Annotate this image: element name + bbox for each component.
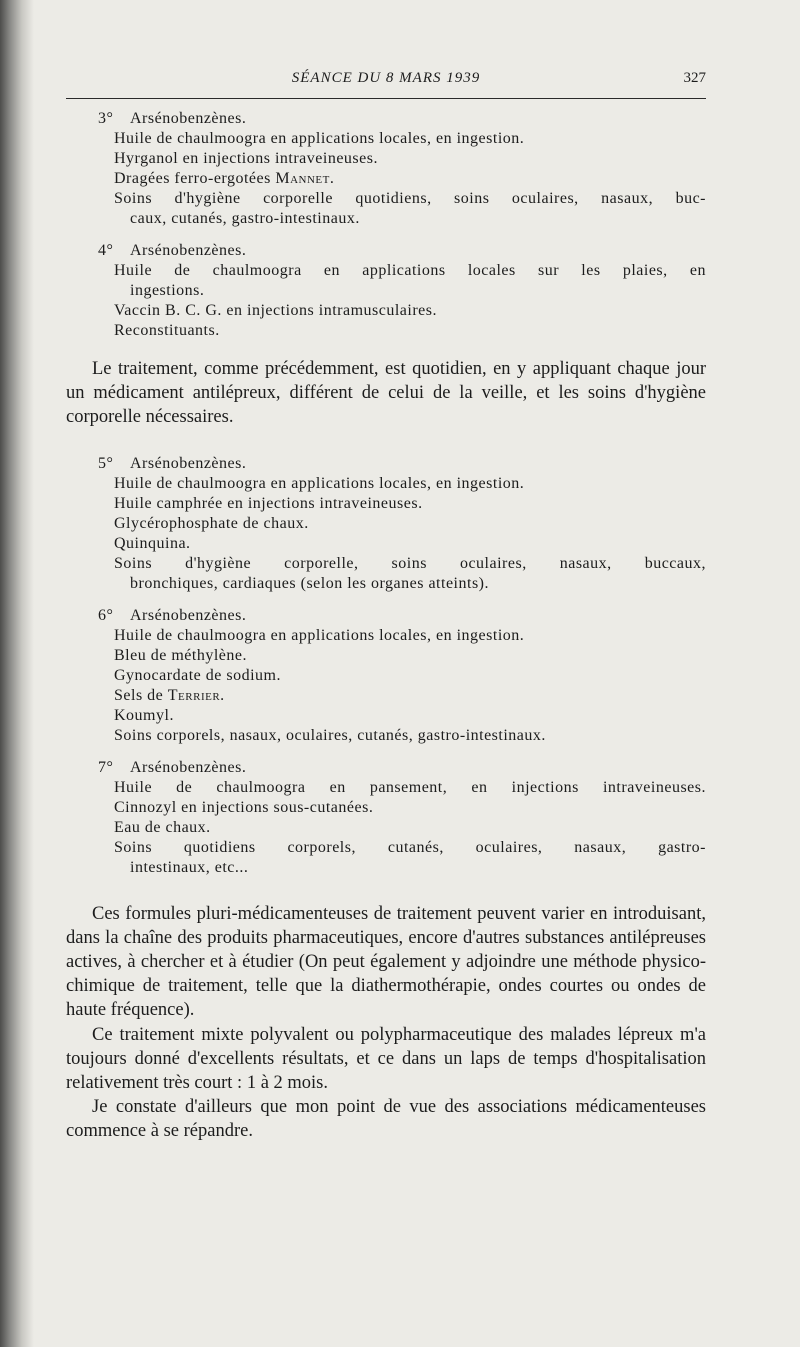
- treatment-item-5: [66, 454, 706, 594]
- book-page: [66, 70, 706, 1168]
- item-number: 3°: [98, 110, 114, 127]
- item-number: 6°: [98, 606, 114, 624]
- body-paragraph: Ces formules pluri-médicamenteuses de traitement peuvent varier en introduisant, dans la chaîne des produits pharmaceutiques, encore d'autres substances antilépreuses actives, à chercher et à étudier (On peut également y adjoindre une méthode physico-chimique de traitement, telle que la diathermothérapie, ondes courtes ou ondes de haute fréquence).: [66, 903, 706, 1021]
- item-line: Huile de chaulmoogra en applications locales, en ingestion.: [114, 474, 525, 492]
- treatment-item-7: [66, 758, 706, 878]
- item-line: Huile de chaulmoogra en pansement, en injections intraveineuses.: [114, 778, 706, 796]
- item-first-line: Arsénobenzènes.: [130, 454, 247, 472]
- running-head: [66, 70, 706, 94]
- item-line: Quinquina.: [114, 534, 191, 552]
- item-line: ingestions.: [130, 282, 205, 299]
- item-line: Reconstituants.: [114, 322, 220, 339]
- item-first-line: Arsénobenzènes.: [130, 758, 247, 776]
- item-first-line: Arsénobenzènes.: [130, 242, 247, 259]
- body-paragraph: Ce traitement mixte polyvalent ou polypharmaceutique des malades lépreux m'a toujours donné d'excellents résultats, et ce dans un laps de temps d'hospitalisation relativement très court : 1 à 2 mois.: [66, 1024, 706, 1094]
- item-line: Huile camphrée en injections intraveineuses.: [114, 494, 423, 512]
- binding-shadow: [0, 0, 34, 1347]
- item-line: bronchiques, cardiaques (selon les organes atteints).: [130, 574, 489, 592]
- item-line: Eau de chaux.: [114, 818, 211, 836]
- item-number: 7°: [98, 758, 114, 776]
- item-line: Glycérophosphate de chaux.: [114, 514, 309, 532]
- item-first-line: Arsénobenzènes.: [130, 110, 247, 127]
- body-paragraph: Le traitement, comme précédemment, est quotidien, en y appliquant chaque jour un médicament antilépreux, différent de celui de la veille, et les soins d'hygiène corporelle nécessaires.: [66, 359, 706, 428]
- item-line: Soins corporels, nasaux, oculaires, cutanés, gastro-intestinaux.: [114, 726, 546, 744]
- page-number: 327: [683, 70, 706, 86]
- item-line: Huile de chaulmoogra en applications locales sur les plaies, en: [114, 262, 706, 279]
- item-line: Bleu de méthylène.: [114, 646, 247, 664]
- body-paragraph: Je constate d'ailleurs que mon point de vue des associations médicamenteuses commence à se répandre.: [66, 1097, 706, 1142]
- item-line: Sels de Terrier.: [114, 686, 225, 704]
- item-line: Gynocardate de sodium.: [114, 666, 281, 684]
- item-line: Hyrganol en injections intraveineuses.: [114, 150, 378, 167]
- item-number: 5°: [98, 454, 114, 472]
- author-name: Mannet: [275, 170, 330, 187]
- treatment-item-6: [66, 606, 706, 746]
- item-line: Dragées ferro-ergotées Mannet.: [114, 170, 335, 187]
- item-line: Huile de chaulmoogra en applications locales, en ingestion.: [114, 626, 525, 644]
- item-line: caux, cutanés, gastro-intestinaux.: [130, 210, 360, 227]
- running-title: SÉANCE DU 8 MARS 1939: [291, 70, 481, 86]
- item-line: Huile de chaulmoogra en applications locales, en ingestion.: [114, 130, 525, 147]
- item-line: Cinnozyl en injections sous-cutanées.: [114, 798, 374, 816]
- item-number: 4°: [98, 242, 114, 259]
- treatment-item-4: [66, 241, 706, 341]
- treatment-item-3: [66, 109, 706, 229]
- paragraph-block-2: [66, 902, 706, 1144]
- author-name: Terrier: [167, 686, 221, 704]
- item-line: Vaccin B. C. G. en injections intramusculaires.: [114, 302, 437, 319]
- item-line: Soins d'hygiène corporelle, soins oculaires, nasaux, buccaux,: [114, 554, 706, 572]
- paragraph-block-1: [66, 357, 706, 430]
- item-line: Koumyl.: [114, 706, 174, 724]
- item-first-line: Arsénobenzènes.: [130, 606, 247, 624]
- header-rule: [66, 98, 706, 99]
- item-line: Soins d'hygiène corporelle quotidiens, soins oculaires, nasaux, buc-: [114, 190, 706, 207]
- item-line: Soins quotidiens corporels, cutanés, oculaires, nasaux, gastro-: [114, 838, 706, 856]
- item-line: intestinaux, etc...: [130, 858, 249, 876]
